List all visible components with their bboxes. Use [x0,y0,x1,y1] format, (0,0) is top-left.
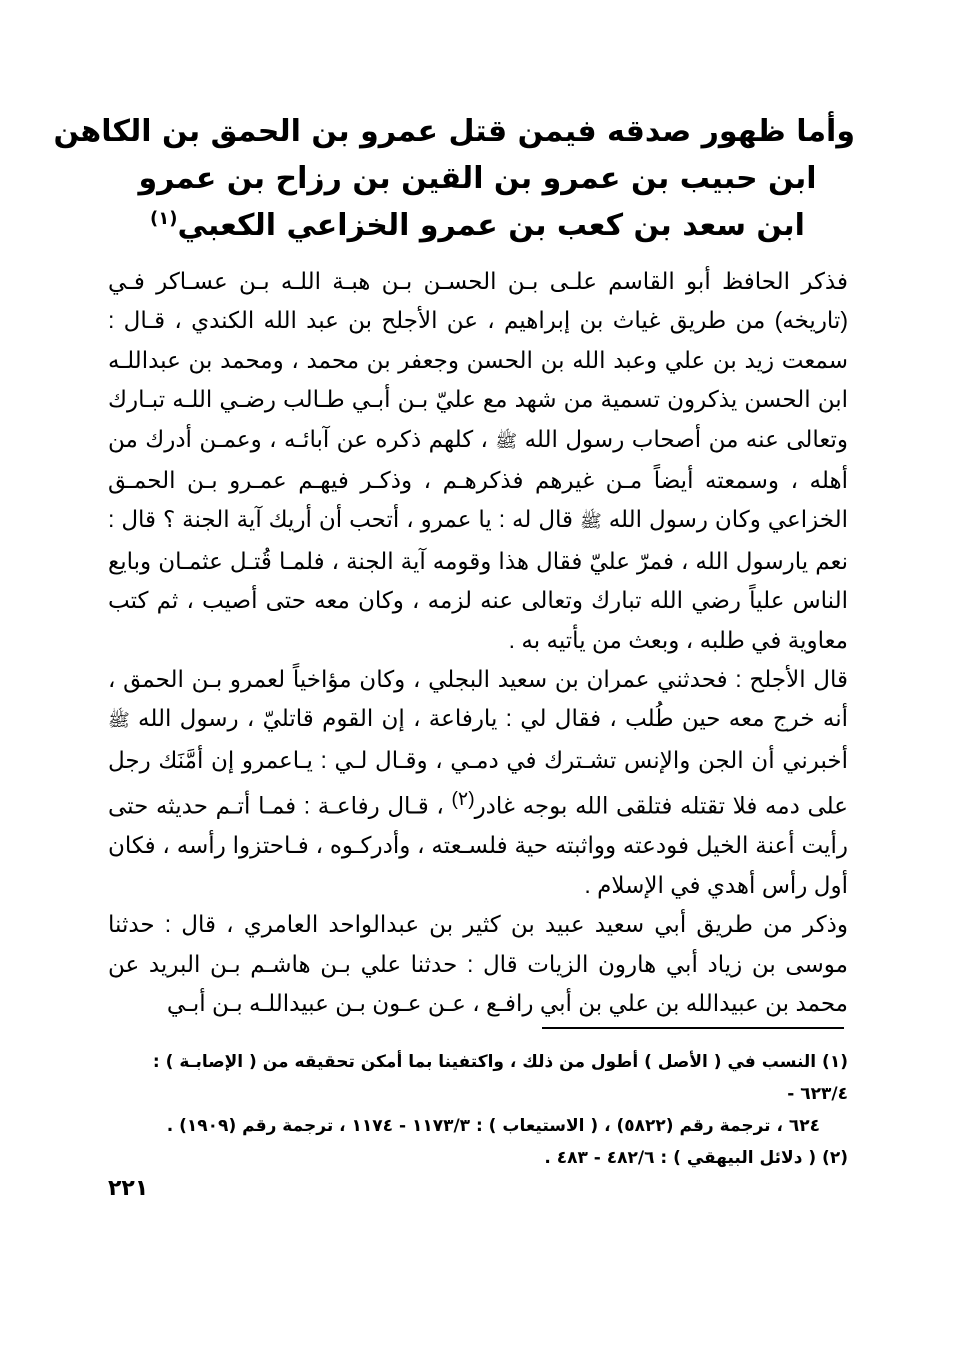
paragraph-3 [108,905,848,1023]
paragraph-3-line-1: وذكر من طريق أبي سعيد عبيد بن كثير بن عبدالواحد العامري ، قال : [164,911,848,938]
paragraph-2-line-2: الحمق ، أنه خرج معه حين طُلب ، فقال لي : يارفاعة ، إن القوم قاتليّ ، رسول [108,666,848,732]
heading-line-2: ابن حبيب بن عمرو بن القين بن رزاح بن عمرو [138,161,817,196]
paragraph-1-line-1: فذكر الحافظ أبو القاسم علـى بـن الحسـن بـن هبـة اللـه بـن عسـاكر فـي [108,268,848,294]
footnotes [108,1046,848,1174]
heading-footnote-ref: (١) [150,208,178,229]
footnote-2-line-1: (٢) ( دلائل البيهقي ) : ٤٨٢/٦ - ٤٨٣ . [544,1148,848,1168]
paragraph-3-line-3: عن محمد بن عبيدالله بن علي بن أبي رافـع ، عـن عـون بـن عبيداللـه بـن أبـي [108,950,848,1016]
paragraph-2 [108,660,848,905]
paragraph-3-line-2: حدثنا موسى بن زياد أبي هارون الزيات قال : حدثنا علي بـن هاشـم بـن البريد [108,911,849,977]
paragraph-1-line-7a: الخزاعي وكان رسول الله [608,506,849,533]
heading-line-3-text: ابن سعد بن كعب بن عمرو الخزاعي الكعبي [177,208,805,243]
heading-line-3 [100,202,855,249]
paragraph-1-line-8: قال : نعم يارسول الله ، فمرّ عليّ فقال هذا وقومه آية الجنة ، فلمـا قُتـل عثمـان [108,506,848,574]
body-footnote-ref: (٢) [451,789,475,811]
paragraph-2-line-1: قال الأجلح : فحدثني عمران بن سعيد البجلي ، وكان مؤاخياً لعمرو بـن [191,666,848,693]
footnote-1-line-2: ٦٢٤ ، ترجمة رقم (٥٨٢٢) ، ( الاستيعاب ) : ١١٧٣/٣ - ١١٧٤ ، ترجمة رقم (١٩٠٩) . [166,1116,820,1136]
heading-line-1: وأما ظهور صدقه فيمن قتل عمرو بن الحمق بن الكاهن [53,114,855,149]
paragraph-2-line-3a: الله [138,705,172,732]
paragraph-2-line-6: رأسه ، فكان أول رأس أهدي في الإسلام . [108,832,848,898]
footnote-1 [108,1046,848,1142]
salawat-symbol: ﷺ [108,710,130,731]
footnote-2 [108,1142,848,1174]
section-heading [53,108,855,249]
paragraph-1-line-6: من أهله ، وسمعته أيضاً مـن غيرهم فذكرهـم ، وذكـر فيهـم عمـرو بـن الحمـق [108,425,848,494]
paragraph-2-line-4b: ، قـال رفاعـة : فمـا أتـم [215,792,444,819]
paragraph-1-line-5a: وتعالى عنه من أصحاب رسول الله [524,425,849,452]
paragraph-1 [108,262,848,660]
paragraph-1-line-2: (تاريخه) من طريق غياث بن إبراهيم ، عن الأجلح بن عبد الله الكندي ، قـال : [108,307,848,334]
paragraph-1-line-10: ثم كتب معاوية في طلبه ، وبعث من يأتيه به . [108,587,848,653]
paragraph-2-line-3b: أخبرني أن الجن والإنس تشـترك في دمـي ، وقـال لـي : يـاعمرو إن [211,746,849,773]
paragraph-1-line-9: وبايع الناس علياً رضي الله تبارك وتعالى عنه لزمه ، وكان معه حتى أصيب ، [108,547,848,614]
paragraph-1-line-5b: ، كلهم ذكره عن آبائـه ، وعمـن أدرك [145,425,488,452]
paragraph-1-line-4: ابن الحسن يذكرون تسمية من شهد مع عليّ بـن أبـي طـالب رضـي اللـه تبـارك [108,386,848,413]
paragraph-1-line-7b: قال له : يا عمرو ، أتحب أن أريك آية الجنة ؟ [163,506,574,533]
paragraph-2-line-4a: أمَّنَك رجل على دمه فلا تقتله فتلقى الله بوجه غادر [108,746,849,819]
footnote-divider [542,1027,844,1029]
body-text [108,262,848,1023]
page-number: ٢٢١ [108,1176,149,1201]
footnote-1-line-1: (١) النسب في ( الأصل ) أطول من ذلك ، واكتفينا بما أمكن تحقيقه من ( الإصابـة ) : ٦٢٣/٤ - [152,1052,848,1104]
salawat-symbol: ﷺ [580,511,602,532]
paragraph-1-line-3: سمعت زيد بن علي وعبد الله بن الحسن وجعفر بن محمد ، ومحمد بن عبداللـه [108,346,848,373]
salawat-symbol: ﷺ [495,430,518,451]
paragraph-2-line-5: حديثه حتى رأيت أعنة الخيل فودعته وواثبته حية فلسـعته ، وأدركـوه ، فـاحتزوا [108,792,849,859]
